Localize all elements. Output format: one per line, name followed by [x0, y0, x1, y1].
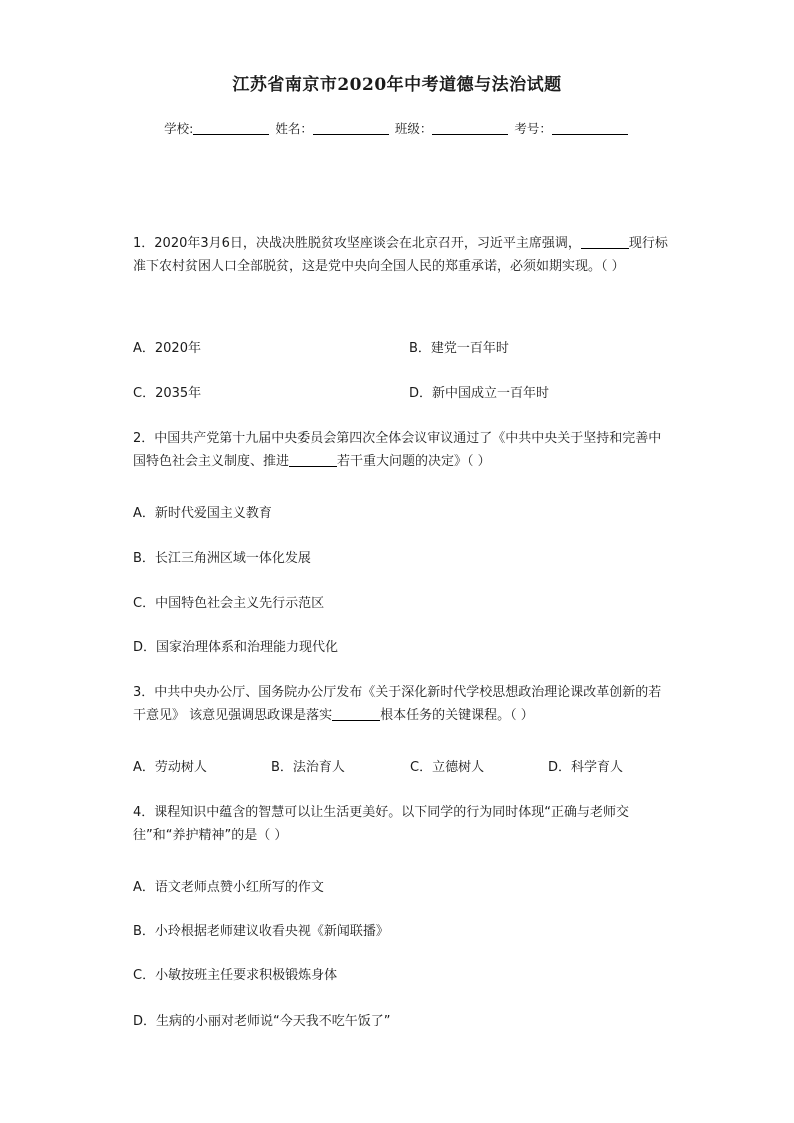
question-1-text-end: 现行标准下农村贫困人口全部脱贫，这是党中央向全国人民的郑重承诺，必须如期实现。（ ）: [133, 236, 668, 274]
question-4-option-c[interactable]: C．小敏按班主任要求积极锻炼身体: [133, 968, 338, 983]
question-1-option-a[interactable]: A．2020年: [133, 341, 201, 356]
name-label: 姓名：: [275, 121, 313, 136]
question-1-option-c[interactable]: C．2035年: [133, 386, 202, 401]
question-2-option-d[interactable]: D．国家治理体系和治理能力现代化: [133, 640, 339, 655]
question-1-text-start: 1．2020年3月6日，决战决胜脱贫攻坚座谈会在北京召开，习近平主席强调，: [133, 236, 581, 251]
question-3-stem: [133, 681, 673, 727]
question-3-option-d[interactable]: D．科学育人: [548, 760, 624, 775]
exam-number-label: 考号：: [514, 121, 552, 136]
question-2-option-a[interactable]: A．新时代爱国主义教育: [133, 506, 272, 521]
name-blank[interactable]: [313, 121, 389, 135]
question-4-stem: 4．课程知识中蕴含的智慧可以让生活更美好。以下同学的行为同时体现“正确与老师交往”和“养护精神”的是（ ）: [133, 805, 630, 843]
question-4-option-a[interactable]: A．语文老师点赞小红所写的作文: [133, 880, 324, 895]
question-3-option-b[interactable]: B．法治育人: [271, 760, 345, 775]
question-3-text-start: 3．中共中央办公厅、国务院办公厅发布《关于深化新时代学校思想政治理论课改革创新的若干意见》 该意见强调思政课是落实: [133, 685, 662, 723]
question-2-text-end: 若干重大问题的决定》（ ）: [337, 454, 491, 469]
question-3-text-end: 根本任务的关键课程。（ ）: [380, 708, 534, 723]
question-3-blank: [332, 706, 380, 721]
class-field: [395, 119, 511, 137]
question-1-option-b[interactable]: B．建党一百年时: [409, 341, 509, 356]
question-4-option-d[interactable]: D．生病的小丽对老师说“今天我不吃午饭了”: [133, 1014, 391, 1029]
class-label: 班级：: [394, 121, 433, 136]
question-1-blank: [581, 234, 629, 249]
question-2-option-c[interactable]: C．中国特色社会主义先行示范区: [133, 596, 325, 611]
school-blank[interactable]: [193, 121, 269, 135]
question-3-option-a[interactable]: A．劳动树人: [133, 760, 207, 775]
name-field: [275, 119, 391, 137]
school-field: [164, 119, 271, 137]
school-label: 学校:: [164, 121, 194, 136]
question-4-option-b[interactable]: B．小玲根据老师建议收看央视《新闻联播》: [133, 924, 389, 939]
exam-number-blank[interactable]: [552, 121, 628, 135]
page-title: 江苏省南京市2020年中考道德与法治试题: [232, 75, 562, 95]
question-2-stem: [133, 427, 673, 473]
question-2-text-start: 2．中国共产党第十九届中央委员会第四次全体会议审议通过了《中共中央关于坚持和完善中国特色社会主义制度、推进: [133, 431, 662, 469]
class-blank[interactable]: [432, 121, 508, 135]
question-1-stem: [133, 232, 673, 278]
student-info-row: [0, 119, 794, 137]
question-2-blank: [289, 452, 337, 467]
question-1-option-d[interactable]: D．新中国成立一百年时: [409, 386, 550, 401]
exam-number-field: [514, 119, 630, 137]
question-3-option-c[interactable]: C．立德树人: [410, 760, 485, 775]
question-2-option-b[interactable]: B．长江三角洲区域一体化发展: [133, 551, 311, 566]
